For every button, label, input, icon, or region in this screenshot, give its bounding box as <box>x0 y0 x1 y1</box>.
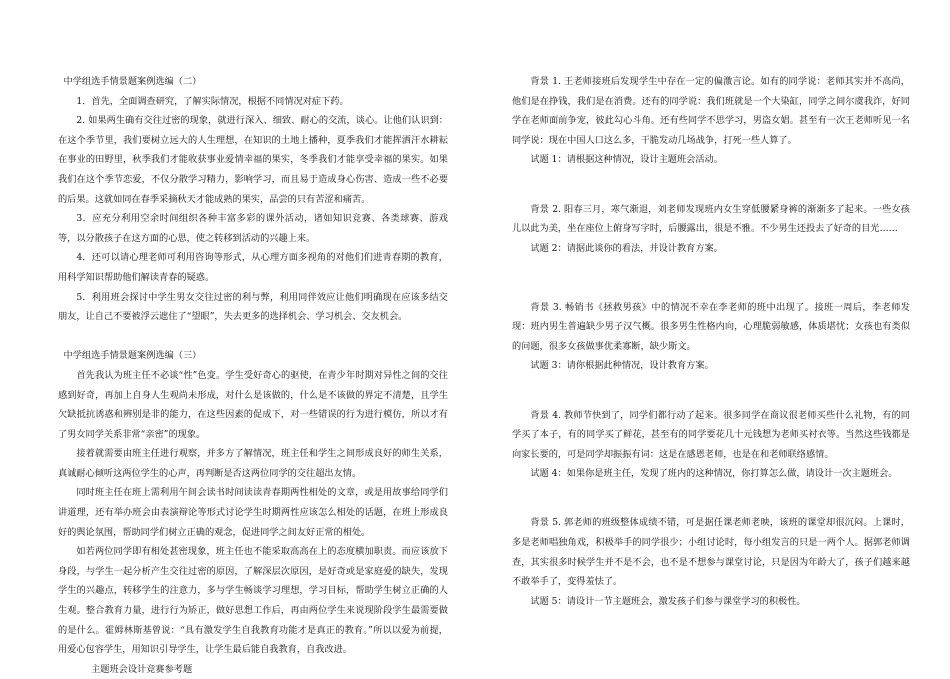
section-spacer <box>58 327 448 347</box>
section2-paragraph-1: 1．首先，全面调查研究，了解实际情况，根据不同情况对症下药。 <box>76 95 349 107</box>
case-2-background: 背景 2. 阳春三月，寒气渐退，刘老师发现班内女生穿低腰紧身裤的渐渐多了起来。一些女孩儿以此为美，坐在座位上俯身写字时，后腰露出，很是不雅。不少男生还投去了好奇的目光…… <box>512 203 910 235</box>
section3-paragraph-1: 首先我认为班主任不必谈“性”色变。学生受好奇心的驱使，在青少年时期对异性之间的交往感到好奇，再加上自身人生观尚未形成，对什么是该做的，什么是不该做的界定不清楚，且学生欠缺抵抗诱惑和辨别是非的能力，在这些因素的促成下，对一些错误的行为进行模仿，所以才有了男女同学关系非常“亲密”的现象。 <box>58 369 448 440</box>
case-spacer <box>512 258 910 278</box>
case-3-background: 背景 3. 畅销书《拯救男孩》中的情况不幸在李老师的班中出现了。接班一周后，李老师发现：班内男生普遍缺少男子汉气概。很多男生性格内向，心理脆弱敏感，体质堪忧；女孩也有类似的问题，很多女孩做事优柔寡断，缺少斯文。 <box>512 301 910 352</box>
case-2-question: 试题 2：请据此谈你的看法，并设计教育方案。 <box>530 242 723 254</box>
footer-title: 主题班会设计竞赛参考题 <box>91 663 193 675</box>
section3-paragraph-4: 如若两位同学即有相处甚密现象，班主任也不能采取高高在上的态度横加职责。而应该放下身段，与学生一起分析产生交往过密的原因，了解深层次原因，是好奇或是家庭爱的缺失，发现学生的兴趣点，转移学生的注意力，多与学生畅谈学习理想，学习目标，帮助学生树立正确的人生观。整合教育力量，进行行为矫正，做好思想工作后，再由两位学生来说现阶段学生最需要做的是什么。霍姆林斯基曾说：“具有激发学生自我教育功能才是真正的教育。”所以以爱为前提，用爱心包容学生，用知识引导学生，让学生最后能自我教育，自我改进。 <box>58 546 448 656</box>
case-1-background: 背景 1. 王老师接班后发现学生中存在一定的偏激言论。如有的同学说：老师其实并不高尚，他们是在挣钱，我们是在消费。还有的同学说：我们班就是一个大染缸，同学之间尔虞我诈，好同学在老师面前争宠，彼此勾心斗角。还有些同学不思学习，男盗女娼。甚至有一次王老师听见一名同学说：现在中国人口这么多，干脆发动几场战争，打死一些人算了。 <box>512 76 910 146</box>
case-spacer <box>512 376 910 396</box>
case-4-question: 试题 4：如果你是班主任，发现了班内的这种情况，你打算怎么做，请设计一次主题班会。 <box>530 468 898 480</box>
section3-paragraph-2: 接着就需要由班主任进行观察，并多方了解情况，班主任和学生之间形成良好的师生关系，真诚耐心倾听这两位学生的心声，再判断是否这两位同学的交往超出友情。 <box>58 448 448 479</box>
section3-paragraph-3: 同时班主任在班上需利用午间会读书时间读读青春期两性相处的文章，或是用故事给同学们讲道理，还有举办班会由表演辩论等形式讨论学生时期两性应该怎么相处的话题，在班上形成良好的舆论氛围，帮助同学们树立正确的观念，促进同学之间友好正常的相处。 <box>58 487 448 538</box>
case-5-background: 背景 5. 郭老师的班级整体成绩不错，可是据任课老师老映，该班的课堂却很沉闷。上课时，多是老师唱独角戏，积极举手的同学很少；小组讨论时，每小组发言的只是一两个人。据郭老师调查，其实很多时候学生并不是不会，也不是不想参与课堂讨论，只是因为年龄大了，孩子们越来越不敢举手了，变得羞怯了。 <box>512 517 910 588</box>
section2-title: 中学组选手情景题案例选编（二） <box>63 76 202 87</box>
section3-title: 中学组选手情景题案例选编（三） <box>63 350 202 362</box>
case-4-background: 背景 4. 教师节快到了，同学们都行动了起来。很多同学在商议很老师买些什么礼物，有的同学买了本子，有的同学买了鲜花，甚至有的同学要花几十元钱想为老师买衬衣等。当然这些钱都是向家长要的，可是同学却振振有词：这是在感恩老师，也是在和老师联络感情。 <box>512 409 910 460</box>
left-column <box>58 72 448 679</box>
case-spacer <box>512 484 910 504</box>
case-spacer <box>512 503 910 513</box>
case-spacer <box>512 396 910 406</box>
case-spacer <box>512 190 910 200</box>
case-spacer <box>512 170 910 190</box>
section2-paragraph-4: 4．还可以请心理老师可利用咨询等形式，从心理方面多视角的对他们们进青春期的教育，用科学知识帮助他们解读青春的疑惑。 <box>58 252 448 283</box>
case-spacer <box>512 278 910 298</box>
case-5-question: 试题 5：请设计一节主题班会，激发孩子们参与课堂学习的积极性。 <box>530 595 806 607</box>
case-1-question: 试题 1：请根据这种情况，设计主题班会活动。 <box>530 154 723 166</box>
section2-paragraph-2: 2. 如果两生确有交往过密的现象，就进行深入、细致、耐心的交流，谈心。让他们认识到：在这个季节里，我们要树立远大的人生理想，在知识的土地上播种，夏季我们才能挥洒汗水耕耘在事业的田野里，秋季我们才能收获事业爱情幸福的果实，冬季我们才能享受幸福的果实。如果我们在这个季节恋爱，不仅分散学习精力，影响学习，而且易于造成身心伤害、造成一些不必要的后果。这就如同在春季采摘秋天才能成熟的果实，品尝的只有苦涩和痛苦。 <box>58 115 448 205</box>
section2-paragraph-3: 3．应充分利用空余时间组织各种丰富多彩的课外活动，诸如知识竞赛、各类球赛、游戏等，以分散孩子在这方面的心思，使之转移到活动的兴趣上来。 <box>58 213 448 244</box>
case-3-question: 试题 3：请你根据此种情况，设计教育方案。 <box>530 360 714 372</box>
right-column <box>512 72 910 611</box>
section2-paragraph-5: 5．利用班会探讨中学生男女交往过密的利与弊，利用同伴效应让他们明确现在应该多结交朋友，让自己不要被浮云遮住了“望眼”，失去更多的选择机会、学习机会、交友机会。 <box>58 291 448 323</box>
